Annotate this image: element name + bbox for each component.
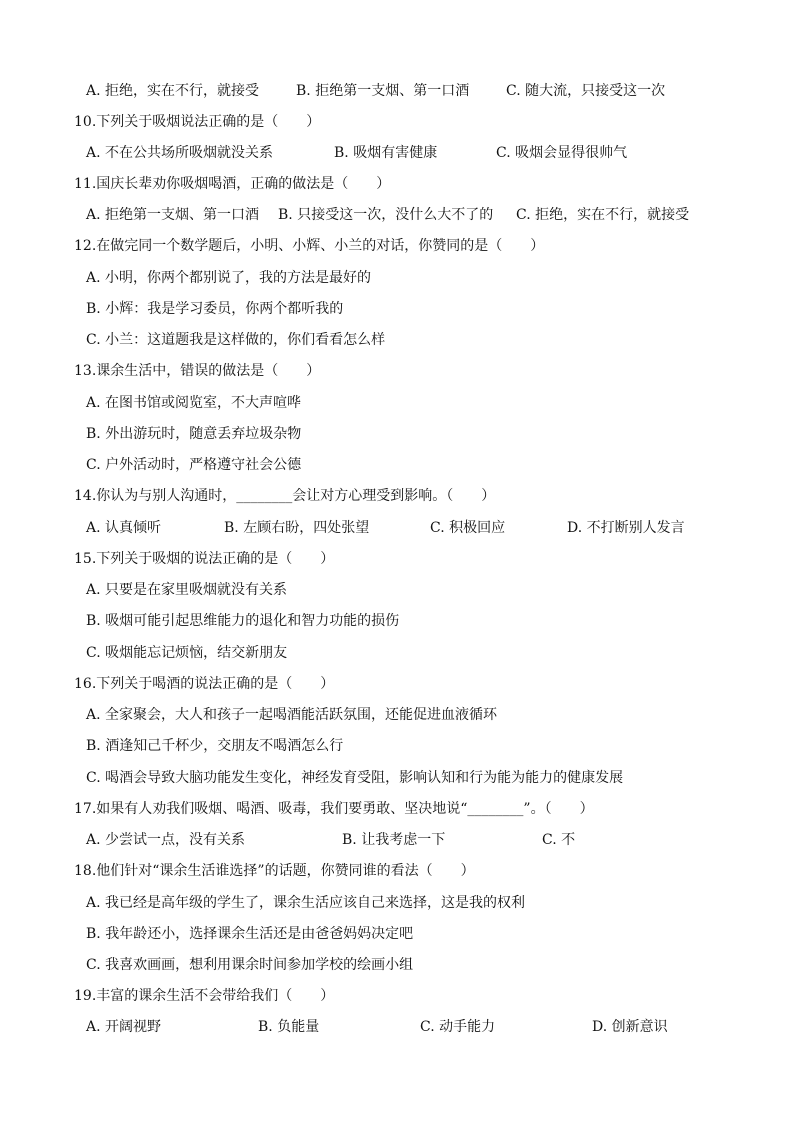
question-14-options (86, 517, 764, 539)
q9-option-a: A. 拒绝，实在不行，就接受 (86, 83, 260, 99)
q11-option-a: A. 拒绝第一支烟、第一口酒 (86, 207, 260, 223)
q11-option-c: C. 拒绝，实在不行，就接受 (516, 207, 690, 223)
question-9-options (86, 80, 764, 102)
question-19-stem: 19.丰富的课余生活不会带给我们（ ） (74, 988, 335, 1004)
q17-option-a: A. 少尝试一点，没有关系 (86, 832, 246, 848)
question-14-stem: 14.你认为与别人沟通时，________会让对方心理受到影响。（ ） (74, 488, 496, 504)
question-10-stem: 10.下列关于吸烟说法正确的是（ ） (74, 114, 321, 130)
question-10-options (86, 142, 764, 164)
q13-option-c: C. 户外活动时，严格遵守社会公德 (86, 457, 302, 473)
question-13-stem: 13.课余生活中，错误的做法是（ ） (74, 363, 321, 379)
q18-option-a: A. 我已经是高年级的学生了，课余生活应该自己来选择，这是我的权利 (86, 895, 526, 911)
question-19-options (86, 1016, 764, 1038)
q10-option-a: A. 不在公共场所吸烟就没关系 (86, 145, 274, 161)
question-15-stem: 15.下列关于吸烟的说法正确的是（ ） (74, 551, 335, 567)
q16-option-b: B. 酒逢知己千杯少，交朋友不喝酒怎么行 (86, 738, 344, 754)
question-17-options (86, 829, 764, 851)
q19-option-d: D. 创新意识 (592, 1019, 668, 1035)
q11-option-b: B. 只接受这一次，没什么大不了的 (278, 207, 494, 223)
q18-option-b: B. 我年龄还小，选择课余生活还是由爸爸妈妈决定吧 (86, 926, 414, 942)
question-17-stem: 17.如果有人劝我们吸烟、喝酒、吸毒，我们要勇敢、坚决地说“________”。（ ） (74, 801, 594, 817)
q15-option-a: A. 只要是在家里吸烟就没有关系 (86, 582, 288, 598)
q15-option-c: C. 吸烟能忘记烦恼，结交新朋友 (86, 645, 288, 661)
q9-option-b: B. 拒绝第一支烟、第一口酒 (296, 83, 470, 99)
q15-option-b: B. 吸烟可能引起思维能力的退化和智力功能的损伤 (86, 613, 400, 629)
q19-option-c: C. 动手能力 (420, 1019, 496, 1035)
q18-option-c: C. 我喜欢画画，想利用课余时间参加学校的绘画小组 (86, 957, 414, 973)
q19-option-b: B. 负能量 (258, 1019, 320, 1035)
q16-option-a: A. 全家聚会，大人和孩子一起喝酒能活跃氛围，还能促进血液循环 (86, 707, 498, 723)
q14-option-a: A. 认真倾听 (86, 520, 162, 536)
q12-option-a: A. 小明，你两个都别说了，我的方法是最好的 (86, 270, 372, 286)
q19-option-a: A. 开阔视野 (86, 1019, 162, 1035)
question-11-options (86, 204, 764, 226)
question-16-stem: 16.下列关于喝酒的说法正确的是（ ） (74, 676, 335, 692)
q14-option-c: C. 积极回应 (430, 520, 506, 536)
q10-option-c: C. 吸烟会显得很帅气 (496, 145, 628, 161)
q12-option-b: B. 小辉：我是学习委员，你两个都听我的 (86, 301, 344, 317)
q17-option-b: B. 让我考虑一下 (342, 832, 446, 848)
q14-option-b: B. 左顾右盼，四处张望 (224, 520, 370, 536)
q17-option-c: C. 不 (542, 832, 576, 848)
question-12-stem: 12.在做完同一个数学题后，小明、小辉、小兰的对话，你赞同的是（ ） (74, 238, 545, 254)
q13-option-a: A. 在图书馆或阅览室，不大声喧哗 (86, 395, 302, 411)
q12-option-c: C. 小兰：这道题我是这样做的，你们看看怎么样 (86, 332, 386, 348)
q13-option-b: B. 外出游玩时，随意丢弃垃圾杂物 (86, 426, 302, 442)
q14-option-d: D. 不打断别人发言 (567, 520, 685, 536)
q16-option-c: C. 喝酒会导致大脑功能发生变化，神经发育受阻，影响认知和行为能为能力的健康发展 (86, 770, 624, 786)
q10-option-b: B. 吸烟有害健康 (334, 145, 438, 161)
question-18-stem: 18.他们针对“课余生活谁选择”的话题，你赞同谁的看法（ ） (74, 863, 475, 879)
question-11-stem: 11.国庆长辈劝你吸烟喝酒，正确的做法是（ ） (74, 176, 391, 192)
q9-option-c: C. 随大流，只接受这一次 (506, 83, 666, 99)
